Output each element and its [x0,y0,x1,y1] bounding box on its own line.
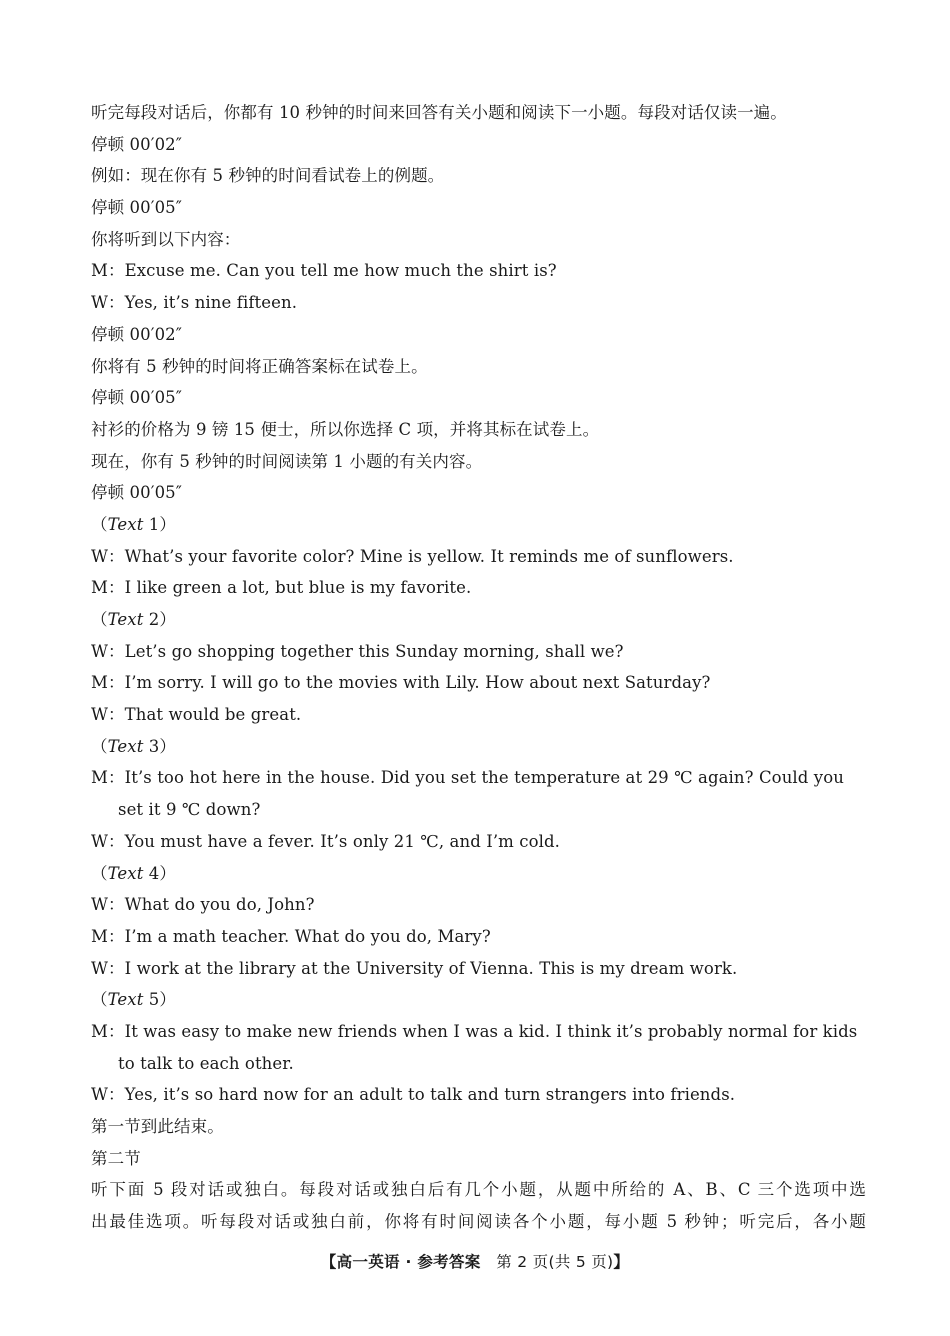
dialogue-line: W：Yes, it’s so hard now for an adult to talk and turn strangers into friends. [91,1085,736,1105]
footer-bracket-open: 【 [320,1253,337,1271]
pause-marker: 停顿 00′05″ [91,388,183,408]
pause-marker: 停顿 00′05″ [91,483,183,503]
dialogue-line: W：You must have a fever. It’s only 21 ℃, and I’m cold. [91,831,561,851]
text-label: （Text 4） [91,863,177,883]
text-label: （Text 3） [91,736,177,756]
footer-title: 高一英语 · 参考答案 [336,1253,481,1271]
text-label: （Text 2） [91,610,177,629]
pause-marker: 停顿 00′02″ [91,324,183,344]
dialogue-line: W：What do you do, John? [91,895,315,915]
section-heading: 第二节 [91,1148,141,1168]
dialogue-line: W：I work at the library at the University of Vienna. This is my dream work. [91,958,738,978]
dialogue-line: M：I’m a math teacher. What do you do, Mary? [91,926,491,946]
document-body [91,97,866,1238]
pause-marker: 停顿 00′02″ [91,134,183,154]
example-dialogue-line: W：Yes, it’s nine fifteen. [91,293,298,313]
pause-marker: 停顿 00′05″ [91,198,183,218]
instruction-line: 听完每段对话后，你都有 10 秒钟的时间来回答有关小题和阅读下一小题。每段对话仅读一遍。 [91,103,787,122]
dialogue-line: M：It was easy to make new friends when I was a kid. I think it’s probably normal for kids to talk to each other. [91,1021,858,1073]
dialogue-line: W：Let’s go shopping together this Sunday morning, shall we? [91,641,624,661]
text-label: （Text 5） [91,990,177,1010]
example-instruction: 例如：现在你有 5 秒钟的时间看试卷上的例题。 [91,166,445,186]
dialogue-line: M：I’m sorry. I will go to the movies with Lily. How about next Saturday? [91,673,711,693]
footer-page-info: 第 2 页(共 5 页) [496,1253,614,1271]
section-instruction: 出最佳选项。听每段对话或独白前，你将有时间阅读各个小题，每小题 5 秒钟；听完后，各小题 [91,1212,866,1232]
reading-instruction: 现在，你有 5 秒钟的时间阅读第 1 小题的有关内容。 [91,451,483,471]
text-label: （Text 1） [91,514,177,534]
dialogue-line: M：It’s too hot here in the house. Did you set the temperature at 29 ℃ again? Could you set it 9 ℃ down? [91,768,844,820]
listen-intro: 你将听到以下内容： [91,229,241,249]
section-instruction: 听下面 5 段对话或独白。每段对话或独白后有几个小题，从题中所给的 A、B、C 三个选项中选 [91,1180,866,1200]
section-end: 第一节到此结束。 [91,1117,224,1137]
page-footer [0,1250,950,1272]
footer-bracket-close: 】 [613,1253,630,1271]
answer-instruction: 你将有 5 秒钟的时间将正确答案标在试卷上。 [91,356,428,376]
dialogue-line: M：I like green a lot, but blue is my favorite. [91,578,472,598]
example-dialogue-line: M：Excuse me. Can you tell me how much the shirt is? [91,261,557,281]
example-explanation: 衬衫的价格为 9 镑 15 便士，所以你选择 C 项，并将其标在试卷上。 [91,419,600,439]
dialogue-line: W：That would be great. [91,705,302,725]
dialogue-line: W：What’s your favorite color? Mine is yellow. It reminds me of sunflowers. [91,546,734,566]
